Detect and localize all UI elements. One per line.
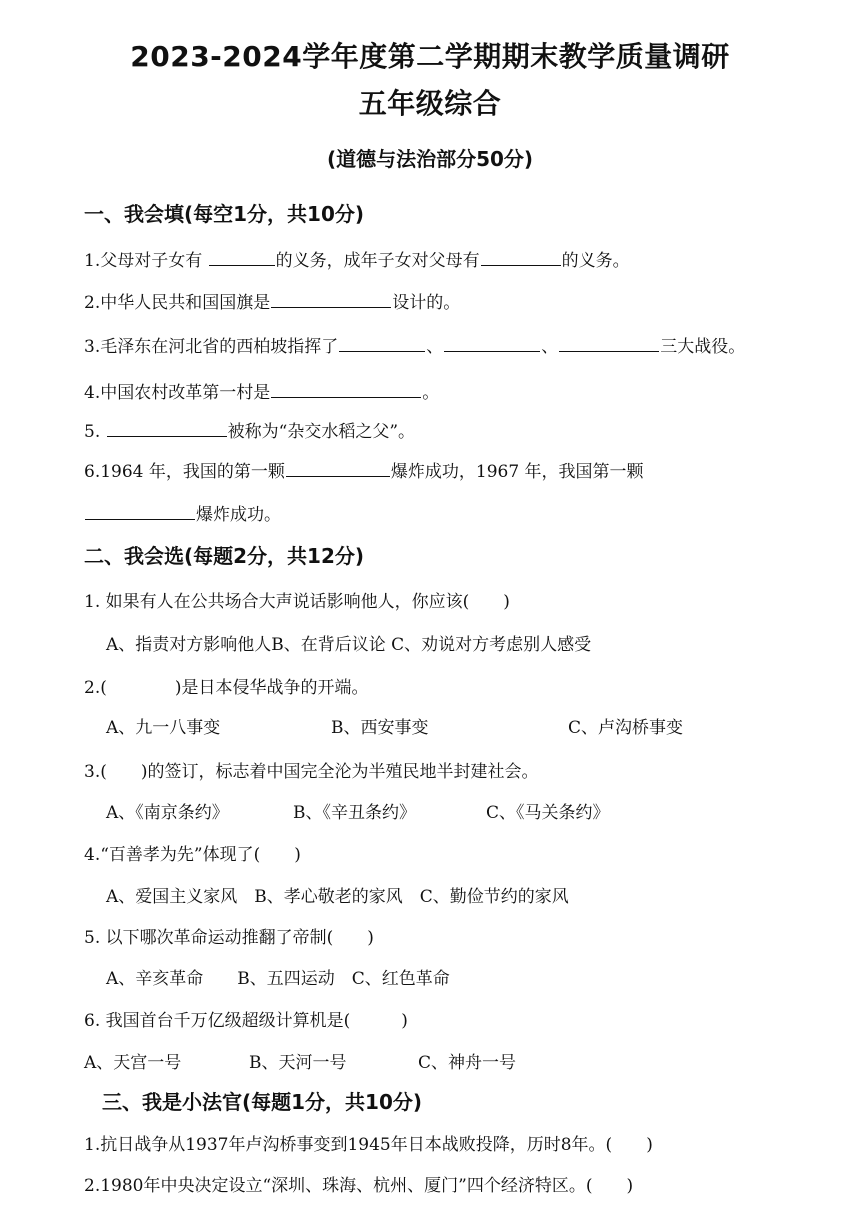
fill-question-1: 1.父母对子女有 的义务，成年子女对父母有 的义务。 <box>84 251 630 271</box>
section-1-heading: 一、我会填(每空1分，共10分) <box>84 202 365 226</box>
fill-question-2: 2.中华人民共和国国旗是 设计的。 <box>84 293 461 313</box>
choice-option-b: B、《辛丑条约》 <box>293 803 416 823</box>
judge-question-1: 1.抗日战争从1937年卢沟桥事变到1945年日本战败投降，历时8年。( ) <box>84 1135 653 1155</box>
choice-question-1-stem: 1. 如果有人在公共场合大声说话影响他人，你应该( ) <box>84 592 510 612</box>
answer-blank[interactable] <box>444 335 540 352</box>
exam-title: 2023-2024学年度第二学期期末教学质量调研 <box>130 40 730 73</box>
section-2-heading: 二、我会选(每题2分，共12分) <box>84 544 365 568</box>
answer-blank[interactable] <box>481 249 561 266</box>
choice-question-1-options: A、指责对方影响他人B、在背后议论 C、劝说对方考虑别人感受 <box>106 635 592 655</box>
exam-section-score: (道德与法治部分50分) <box>326 147 534 171</box>
choice-question-2-stem: 2.( )是日本侵华战争的开端。 <box>84 678 369 698</box>
answer-blank[interactable] <box>107 420 227 437</box>
choice-question-4-stem: 4.“百善孝为先”体现了( ) <box>84 845 301 865</box>
choice-option-c: C、《马关条约》 <box>486 803 610 823</box>
exam-subject: 五年级综合 <box>358 87 502 120</box>
fill-question-4: 4.中国农村改革第一村是 。 <box>84 383 440 403</box>
answer-blank[interactable] <box>271 291 391 308</box>
choice-question-4-options: A、爱国主义家风 B、孝心敬老的家风 C、勤俭节约的家风 <box>106 887 569 907</box>
choice-option-c: C、卢沟桥事变 <box>568 718 684 738</box>
choice-option-c: C、神舟一号 <box>418 1053 517 1073</box>
fill-question-6: 6.1964 年，我国的第一颗 爆炸成功，1967 年，我国第一颗 <box>84 462 644 482</box>
answer-blank[interactable] <box>271 381 421 398</box>
answer-blank[interactable] <box>559 335 659 352</box>
answer-blank[interactable] <box>286 460 390 477</box>
choice-question-6-stem: 6. 我国首台千万亿级超级计算机是( ) <box>84 1011 408 1031</box>
choice-option-a: A、九一八事变 <box>106 718 221 738</box>
fill-question-5: 5. 被称为“杂交水稻之父”。 <box>84 422 416 442</box>
judge-question-2: 2.1980年中央决定设立“深圳、珠海、杭州、厦门”四个经济特区。( ) <box>84 1176 634 1196</box>
choice-option-b: B、天河一号 <box>249 1053 347 1073</box>
answer-blank[interactable] <box>209 249 275 266</box>
answer-blank[interactable] <box>339 335 425 352</box>
choice-question-5-options: A、辛亥革命 B、五四运动 C、红色革命 <box>106 969 450 989</box>
answer-blank[interactable] <box>85 503 195 520</box>
choice-option-a: A、天宫一号 <box>84 1053 182 1073</box>
choice-question-5-stem: 5. 以下哪次革命运动推翻了帝制( ) <box>84 928 374 948</box>
fill-question-3: 3.毛泽东在河北省的西柏坡指挥了 、 、 三大战役。 <box>84 337 746 357</box>
choice-option-a: A、《南京条约》 <box>106 803 229 823</box>
fill-question-6-continued: 爆炸成功。 <box>84 500 281 525</box>
choice-question-3-stem: 3.( )的签订，标志着中国完全沦为半殖民地半封建社会。 <box>84 762 539 782</box>
choice-option-b: B、西安事变 <box>331 718 429 738</box>
section-3-heading: 三、我是小法官(每题1分，共10分) <box>102 1090 423 1114</box>
